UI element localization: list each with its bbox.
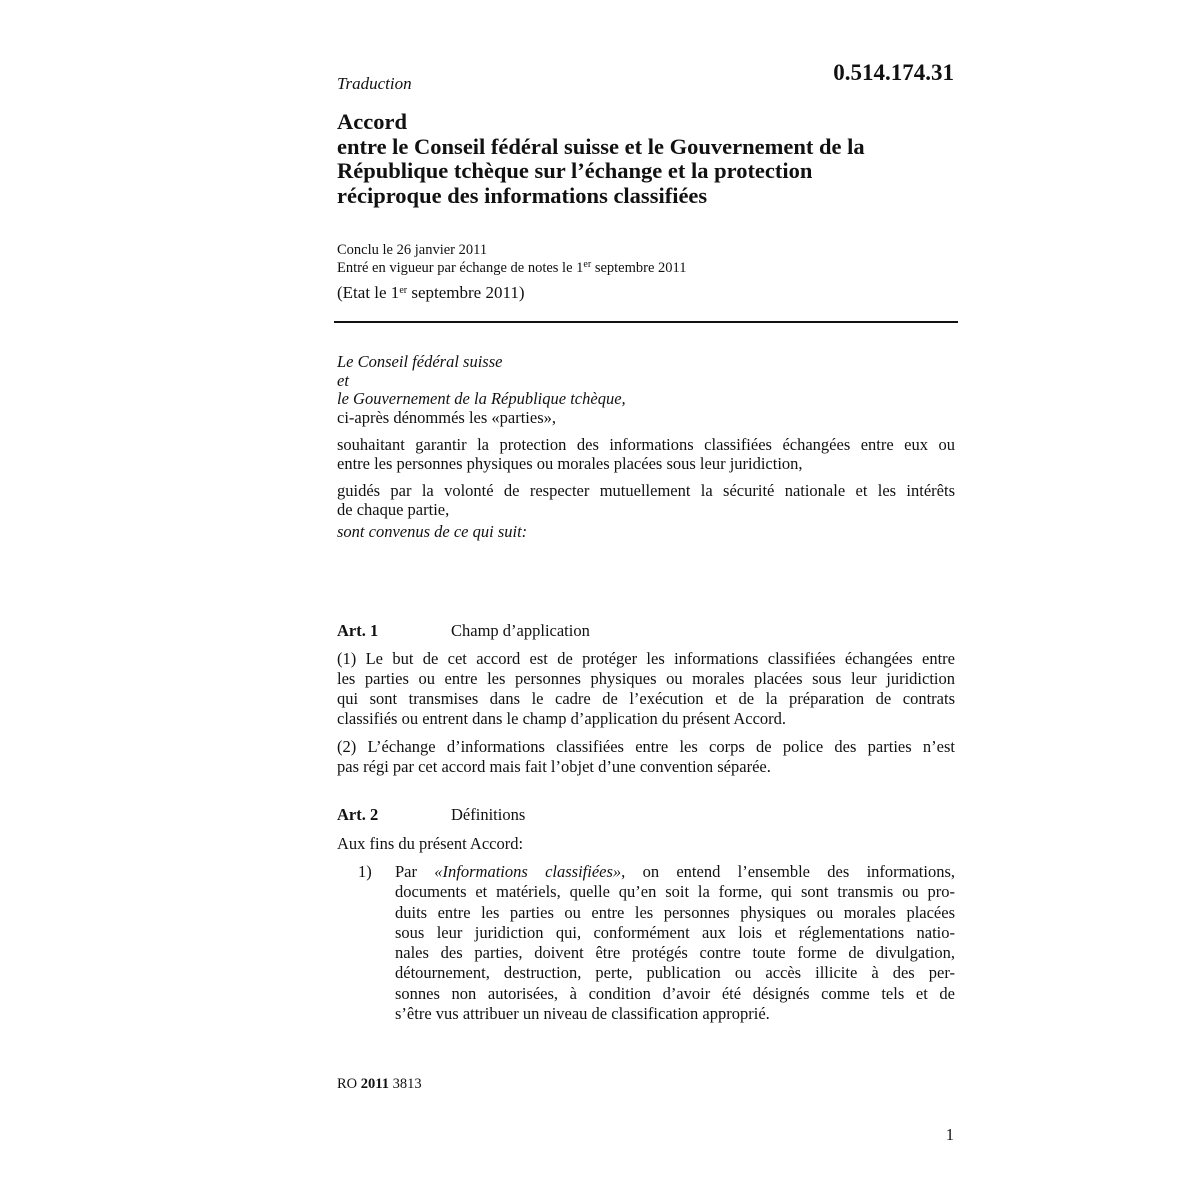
concluded-date: Conclu le 26 janvier 2011 — [337, 242, 488, 258]
article-2-intro: Aux fins du présent Accord: — [337, 834, 524, 853]
document-title — [337, 110, 957, 208]
definition-text: Par «Informations classifiées», on entend l’ensemble des informations, documents et matériels, quelle qu’en soit la forme, qui sont transmis ou pro- duits entre les parties ou entre les personnes physiques ou morales placées sous leur juridiction qui, conformément aux lois et réglementations natio- nales des parties, doivent être protégés contre toute forme de divulgation, détournement, destruction, perte, publication ou accès illicite à des per- sonnes non autorisées, à condition d’avoir été désignés comme tels et de s’être vus attribuer un niveau de classification approprié. — [395, 862, 956, 1024]
title-line: République tchèque sur l’échange et la protection — [337, 158, 813, 183]
article-title: Champ d’application — [451, 621, 590, 640]
agreed-clause: sont convenus de ce qui suit: — [337, 522, 528, 541]
article-title: Définitions — [451, 805, 526, 824]
title-line: entre le Conseil fédéral suisse et le Gouvernement de la — [337, 133, 865, 159]
preamble-paragraph: guidés par la volonté de respecter mutuellement la sécurité nationale et les intérêts de chaque partie, — [337, 481, 955, 519]
party-2: le Gouvernement de la République tchèque, — [337, 389, 626, 408]
preamble-paragraph: souhaitant garantir la protection des informations classifiées échangées entre eux ou entre les personnes physiques ou morales placées sous leur juridiction, — [337, 435, 955, 473]
title-line: Accord — [337, 109, 407, 134]
preamble — [337, 353, 955, 542]
title-line: réciproque des informations classifiées — [337, 182, 708, 208]
party-1: Le Conseil fédéral suisse — [337, 352, 503, 371]
dates-block — [337, 242, 687, 277]
article-paragraph: (2) L’échange d’informations classifiées entre les corps de police des parties n’est pas régi par cet accord mais fait l’objet d’une convention séparée. — [337, 737, 955, 776]
article-1-body — [337, 649, 955, 783]
sr-number: 0.514.174.31 — [833, 60, 954, 85]
ro-reference: RO 2011 3813 — [337, 1076, 422, 1092]
definition-label: 1) — [358, 862, 372, 881]
designation: ci-après dénommés les «parties», — [337, 407, 557, 427]
article-1-heading — [337, 621, 590, 641]
article-number: Art. 1 — [337, 621, 379, 640]
article-paragraph: (1) Le but de cet accord est de protéger les informations classifiées échangées entre les parties ou entre les personnes physiques ou morales placées sous leur juridiction qui sont transmises dans le cadre de l’exécution et de la préparation de contrats classifiés ou entrent dans le champ d’application du présent Accord. — [337, 649, 955, 728]
state-date: (Etat le 1er septembre 2011) — [337, 283, 525, 302]
entry-into-force: Entré en vigueur par échange de notes le 1er septembre 2011 — [337, 258, 687, 276]
conjunction: et — [337, 370, 349, 390]
header-divider — [334, 321, 958, 323]
page-number: 1 — [945, 1125, 954, 1144]
translation-label: Traduction — [337, 74, 412, 93]
article-2-heading — [337, 805, 525, 825]
article-number: Art. 2 — [337, 805, 379, 824]
